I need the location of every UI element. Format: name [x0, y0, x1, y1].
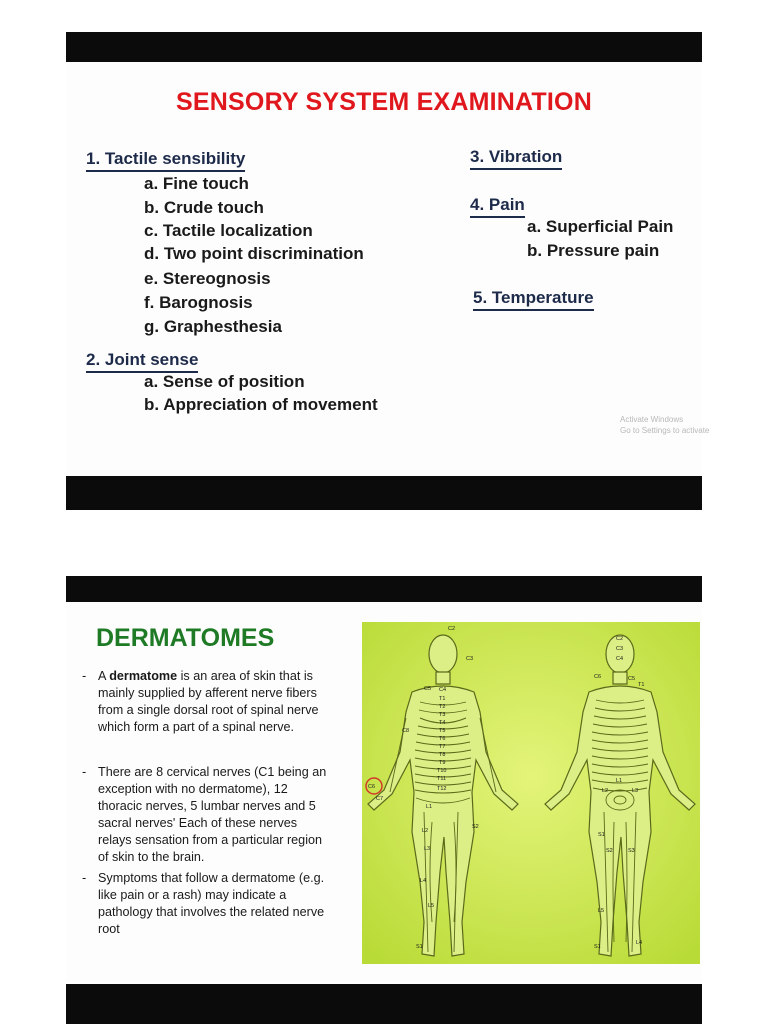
label: C2 — [448, 626, 456, 632]
dermatome-illustration — [362, 622, 700, 964]
section2-item: a. Sense of position — [144, 372, 305, 391]
label: L3 — [632, 788, 639, 794]
section2-heading: 2. Joint sense — [86, 350, 198, 373]
section4-item: a. Superficial Pain — [527, 217, 674, 236]
label: T10 — [437, 768, 447, 774]
front-neck — [436, 672, 450, 684]
label: C4 — [439, 687, 447, 693]
slide1-title: SENSORY SYSTEM EXAMINATION — [176, 88, 592, 116]
label: C7 — [376, 796, 384, 802]
label: T12 — [437, 786, 447, 792]
label: T5 — [439, 728, 446, 734]
section1-heading: 1. Tactile sensibility — [86, 149, 245, 172]
label: L2 — [422, 828, 429, 834]
label: C2 — [616, 636, 624, 642]
label: T9 — [439, 760, 446, 766]
section3-heading: 3. Vibration — [470, 147, 562, 170]
bullet-nerves — [82, 764, 334, 866]
section1-item: d. Two point discrimination — [144, 244, 364, 263]
label: T3 — [439, 712, 446, 718]
label: L1 — [426, 804, 433, 810]
bullet-dash: - — [82, 871, 87, 885]
section1-item: b. Crude touch — [144, 198, 264, 217]
slide2-top-bar — [66, 576, 702, 604]
slide2-bottom-bar — [66, 984, 702, 1024]
slide1-top-bar — [66, 32, 702, 62]
slide1-bottom-bar — [66, 476, 702, 510]
section4-item: b. Pressure pain — [527, 241, 660, 260]
bullet-dash: - — [82, 765, 87, 779]
slide2-title: DERMATOMES — [96, 624, 275, 652]
label: T1 — [439, 696, 446, 702]
dermatome-figure — [362, 622, 700, 964]
label: L5 — [598, 908, 605, 914]
bullet2-text: There are 8 cervical nerves (C1 being an exception with no dermatome), 12 thoracic nerves, 5 lumbar nerves and 5 sacral nerves' Each of these nerves relays sensation from a particular region of skin to the brain. — [98, 765, 327, 864]
bullet-dash: - — [82, 669, 87, 683]
label: C6 — [368, 784, 376, 790]
section1-item: g. Graphesthesia — [144, 317, 282, 336]
bullet3-text: Symptoms that follow a dermatome (e.g. like pain or a rash) may indicate a pathology that involves the related nerve root — [98, 871, 325, 936]
bullet-symptoms — [82, 870, 334, 938]
front-head — [429, 635, 457, 673]
bullet1-term: dermatome — [109, 669, 178, 683]
label: C3 — [466, 656, 474, 662]
label: T8 — [439, 752, 446, 758]
label: C3 — [616, 646, 624, 652]
section5-heading: 5. Temperature — [473, 288, 594, 311]
section1-item: a. Fine touch — [144, 174, 249, 193]
label: L3 — [424, 846, 431, 852]
label: C5 — [628, 676, 636, 682]
label: L5 — [428, 903, 435, 909]
watermark-line1: Activate Windows — [620, 415, 684, 424]
label: T2 — [439, 704, 446, 710]
label: S2 — [472, 824, 479, 830]
section2-item: b. Appreciation of movement — [144, 395, 378, 414]
section1-item: c. Tactile localization — [144, 221, 313, 240]
label: S2 — [606, 848, 613, 854]
label: S1 — [598, 832, 605, 838]
label: C4 — [616, 656, 624, 662]
label: L4 — [420, 878, 427, 884]
label: T6 — [439, 736, 446, 742]
slide-dermatomes — [66, 602, 702, 982]
label: L2 — [602, 788, 609, 794]
label: T1 — [638, 682, 645, 688]
label: S3 — [628, 848, 635, 854]
bullet-definition — [82, 668, 334, 736]
label: T11 — [437, 776, 447, 782]
label: C5 — [424, 686, 432, 692]
label: C6 — [594, 674, 602, 680]
label: C8 — [402, 728, 410, 734]
section1-item: e. Stereognosis — [144, 269, 271, 288]
section1-item: f. Barognosis — [144, 293, 253, 312]
watermark-line2: Go to Settings to activate — [620, 426, 710, 435]
label: L1 — [616, 778, 623, 784]
slide-sensory-system — [66, 62, 710, 490]
label: T7 — [439, 744, 446, 750]
label: T4 — [439, 720, 446, 726]
label: S1 — [594, 944, 601, 950]
back-neck — [613, 672, 627, 684]
label: S1 — [416, 944, 423, 950]
bullet1-pre: A — [98, 669, 110, 683]
label: L4 — [636, 940, 643, 946]
bullet1-post: is an area of skin that is mainly supplied by afferent nerve fibers from a single dorsal root of spinal nerve which form a part of a spinal nerve. — [98, 669, 319, 734]
section4-heading: 4. Pain — [470, 195, 525, 218]
